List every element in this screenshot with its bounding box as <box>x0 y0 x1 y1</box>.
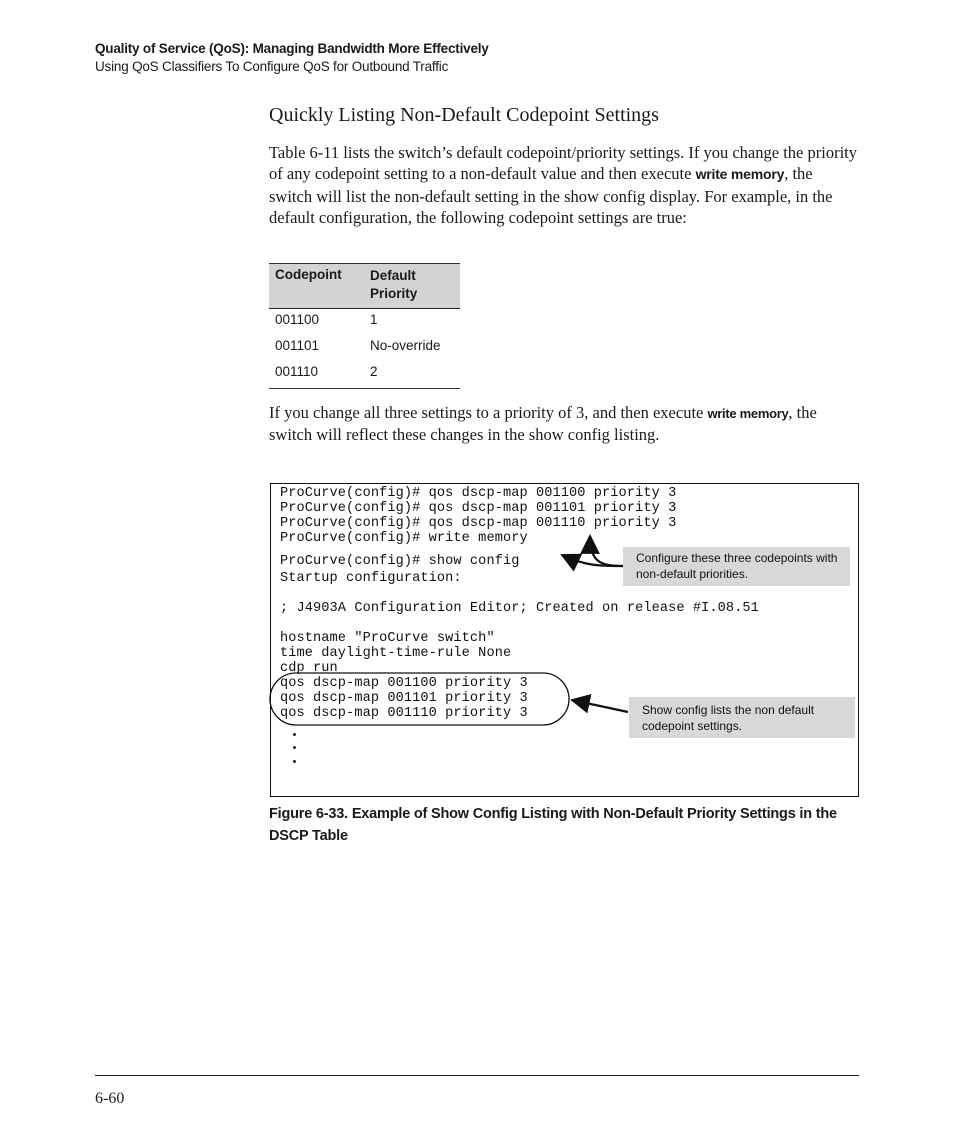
table-cell-codepoint: 001110 <box>275 364 319 379</box>
table-header-default-priority: Default Priority <box>370 268 418 301</box>
code-line: hostname "ProCurve switch" <box>280 631 495 646</box>
code-line: ProCurve(config)# qos dscp-map 001101 priority 3 <box>280 501 677 516</box>
para2-text-before: If you change all three settings to a priority of 3, and then execute <box>269 403 708 422</box>
code-line: ; J4903A Configuration Editor; Created on release #I.08.51 <box>280 601 759 616</box>
code-line: qos dscp-map 001101 priority 3 <box>280 691 528 706</box>
table-cell-priority: 1 <box>370 312 378 327</box>
code-line: cdp run <box>280 661 338 676</box>
running-header-chapter: Quality of Service (QoS): Managing Bandwidth More Effectively <box>95 41 489 56</box>
callout1-arrow-to-write-memory <box>590 536 624 566</box>
code-line: ProCurve(config)# show config <box>280 554 520 569</box>
code-line: ProCurve(config)# qos dscp-map 001110 priority 3 <box>280 516 677 531</box>
code-line: ProCurve(config)# qos dscp-map 001100 priority 3 <box>280 486 677 501</box>
callout2-text: Show config lists the non default codepoint settings. <box>642 703 815 733</box>
callout2-arrow <box>572 700 628 712</box>
para2-text-after: , the switch will reflect these changes in the show config listing. <box>269 403 817 445</box>
para1-text-before: Table 6-11 lists the switch’s default codepoint/priority settings. If you change the priority of any codepoint setting to a non-default value and then execute <box>269 143 857 184</box>
code-line: Startup configuration: <box>280 571 462 586</box>
para1-command: write memory <box>695 166 785 183</box>
para2-command: write memory <box>707 406 789 421</box>
page-number: 6-60 <box>95 1090 125 1107</box>
code-line: qos dscp-map 001110 priority 3 <box>280 706 528 721</box>
footer-rule <box>95 1075 859 1076</box>
table-cell-codepoint: 001101 <box>275 338 320 353</box>
callout1-arrow-to-show-config <box>562 555 624 566</box>
callout-configure-codepoints <box>623 547 850 586</box>
table-cell-priority: 2 <box>370 364 378 379</box>
code-line: time daylight-time-rule None <box>280 646 512 661</box>
callout-show-config-lists <box>629 697 855 738</box>
table-cell-codepoint: 001100 <box>275 312 320 327</box>
section-title: Quickly Listing Non-Default Codepoint Settings <box>269 104 659 126</box>
figure-caption: Figure 6-33. Example of Show Config Listing with Non-Default Priority Settings in the DSCP Table <box>269 806 837 844</box>
table-header-codepoint: Codepoint <box>275 267 342 282</box>
table-cell-priority: No-override <box>370 338 441 353</box>
code-line: ProCurve(config)# write memory <box>280 531 528 546</box>
running-header-section: Using QoS Classifiers To Configure QoS for Outbound Traffic <box>95 59 449 74</box>
callout1-text: Configure these three codepoints with non-default priorities. <box>636 551 838 581</box>
para1-text-after: , the switch will list the non-default setting in the show config display. For example, in the default configuration, the following codepoint settings are true: <box>269 164 833 227</box>
highlight-oval <box>270 673 569 725</box>
code-line: qos dscp-map 001100 priority 3 <box>280 676 528 691</box>
